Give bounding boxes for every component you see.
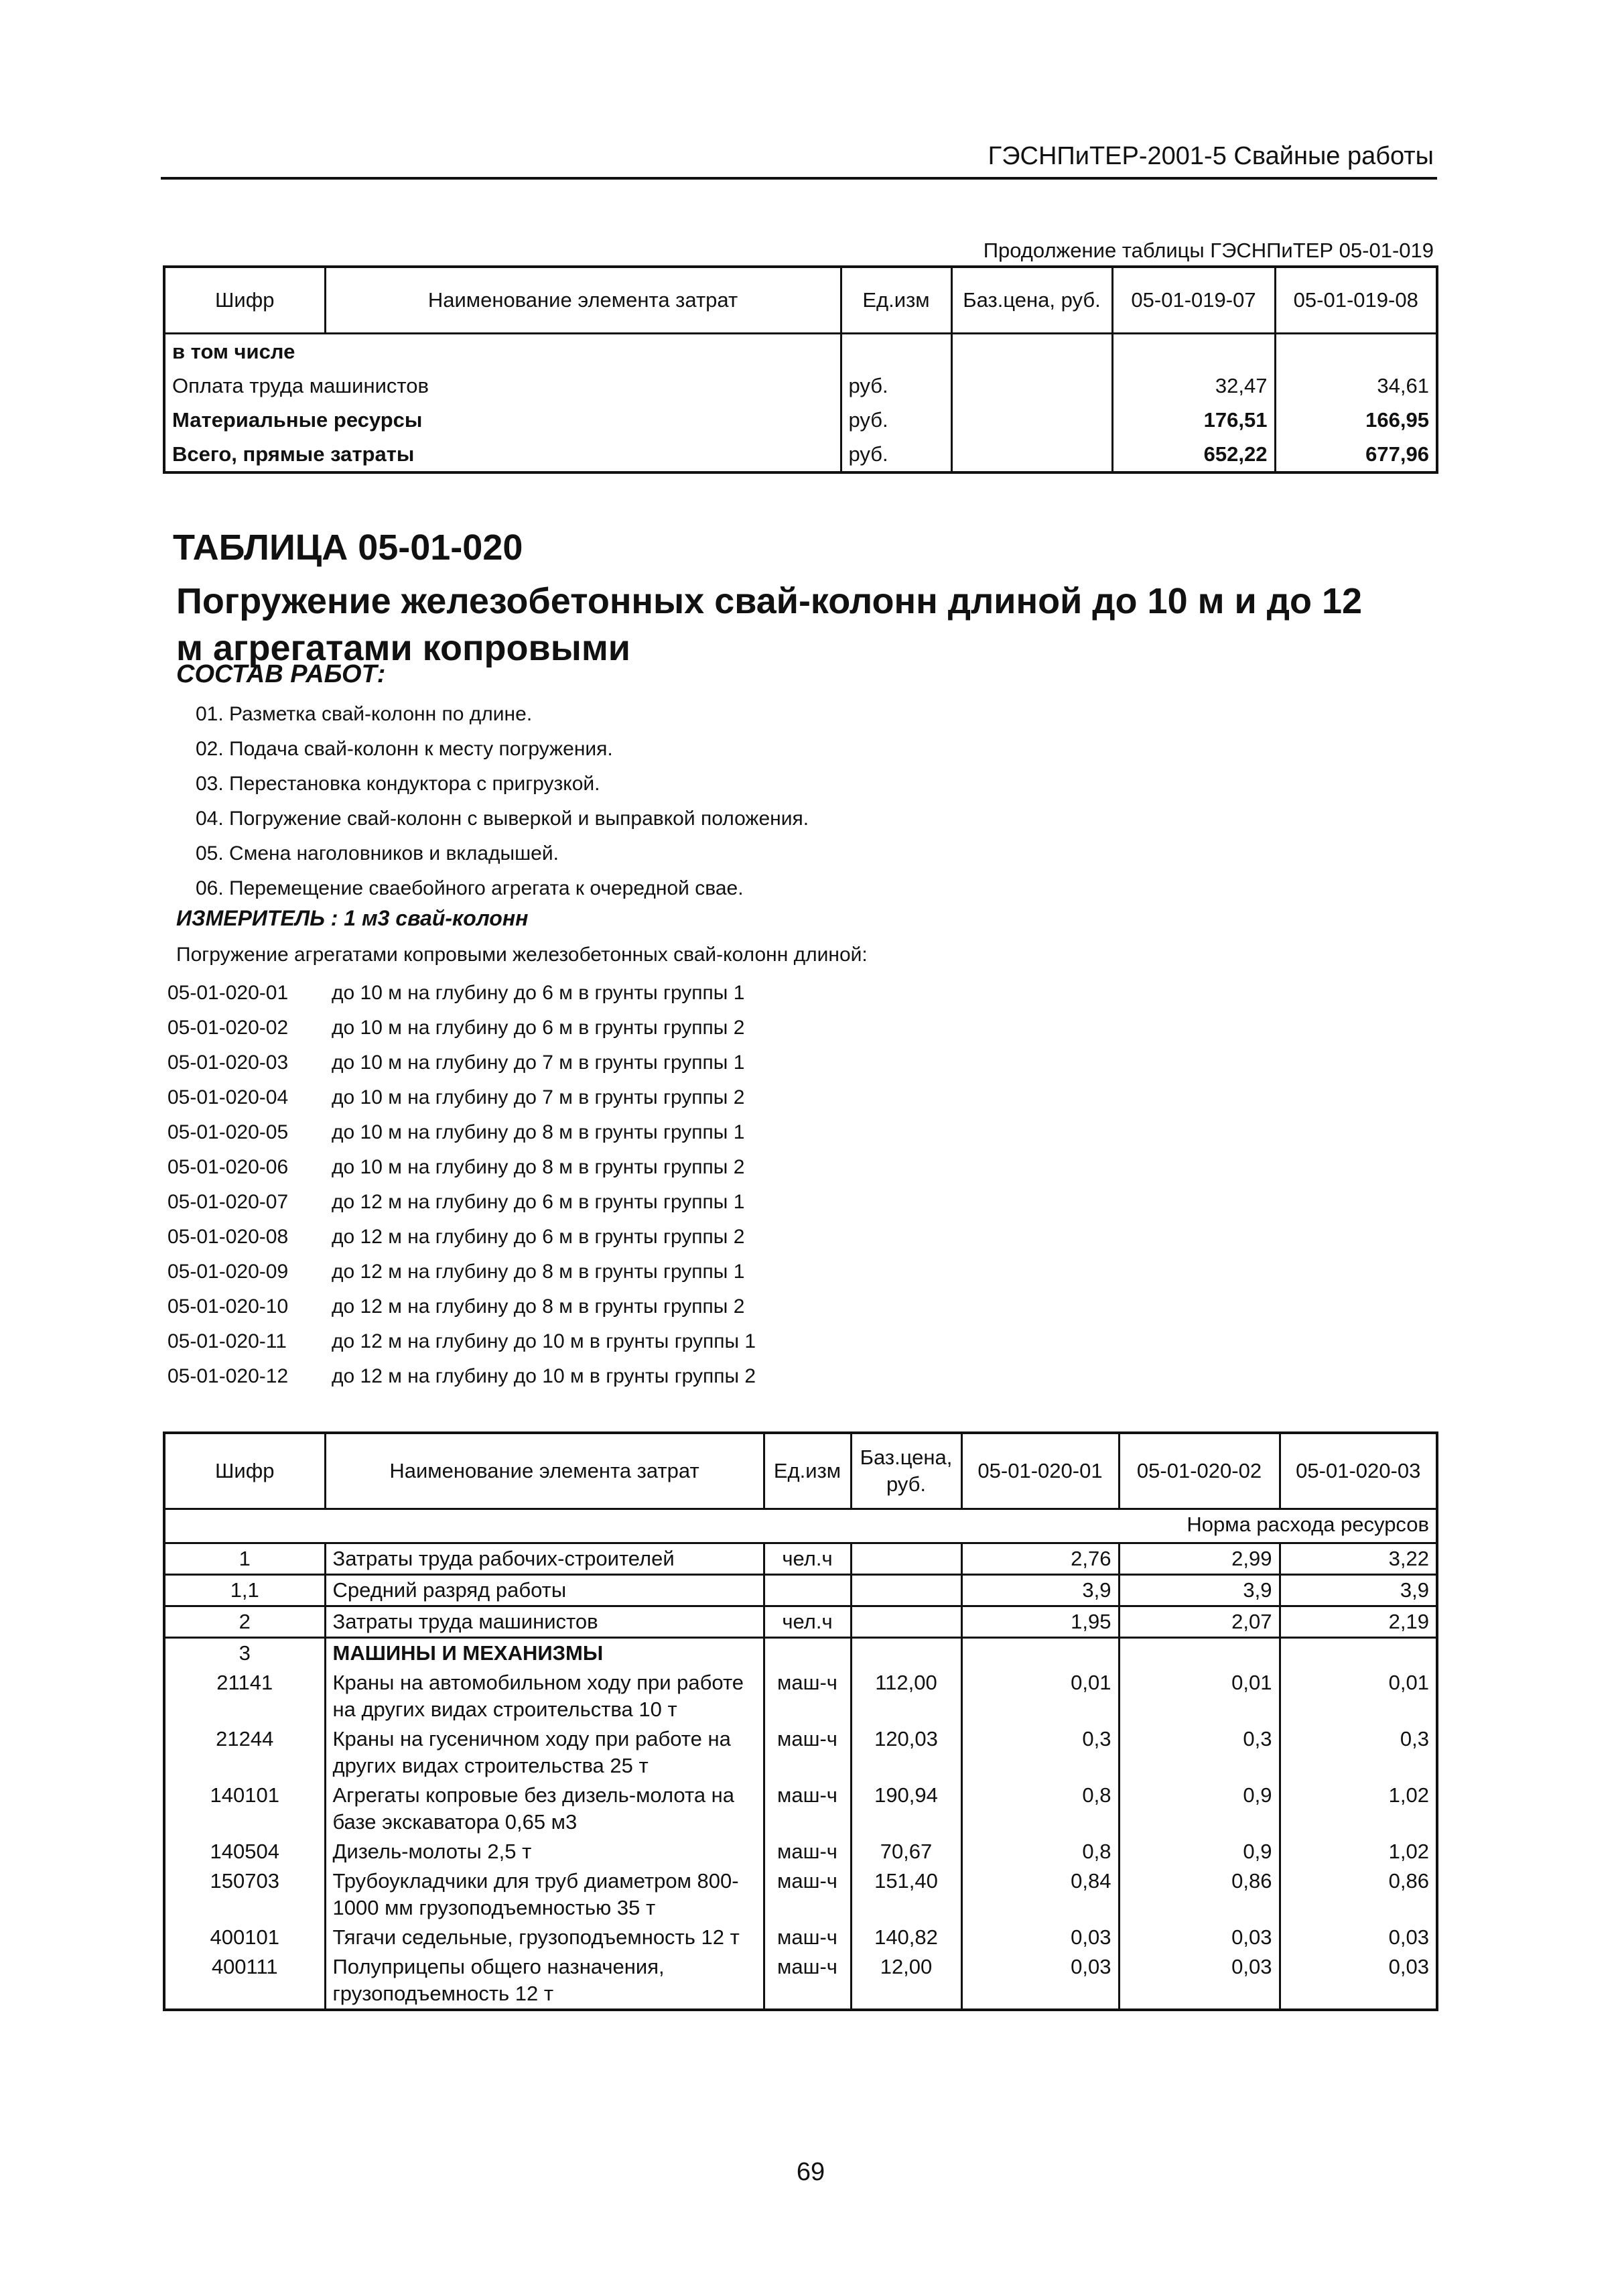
cell-unit: чел.ч [764, 1543, 851, 1575]
cell-unit: маш-ч [764, 1866, 851, 1923]
cell-price: 190,94 [851, 1781, 961, 1837]
cell-value: 3,9 [1119, 1575, 1280, 1606]
cell-unit: руб. [841, 403, 951, 437]
cell-value: 0,03 [961, 1952, 1119, 2010]
cell-value: 2,07 [1119, 1606, 1280, 1638]
table-row [164, 437, 1437, 472]
item-desc: до 12 м на глубину до 6 м в грунты группы 1 [332, 1191, 745, 1213]
cell-name: Краны на автомобильном ходу при работе на других видах строительства 10 т [325, 1668, 764, 1724]
work-step: 01. Разметка свай-колонн по длине. [196, 703, 533, 725]
cell-price [951, 437, 1112, 472]
cell-value: 2,76 [961, 1543, 1119, 1575]
cell-price [851, 1638, 961, 1669]
cell-value [1112, 334, 1275, 369]
item-code: 05-01-020-01 [167, 982, 289, 1004]
cell-name: Средний разряд работы [325, 1575, 764, 1606]
cell-value: 0,84 [961, 1866, 1119, 1923]
list-item [167, 1324, 756, 1359]
item-desc: до 12 м на глубину до 10 м в грунты группы 2 [332, 1365, 756, 1387]
cell-value [961, 1638, 1119, 1669]
cell-unit: маш-ч [764, 1952, 851, 2010]
cell-unit: маш-ч [764, 1668, 851, 1724]
cell-price: 70,67 [851, 1837, 961, 1866]
cell-value: 0,8 [961, 1837, 1119, 1866]
item-desc: до 10 м на глубину до 7 м в грунты группы 1 [332, 1051, 745, 1074]
cell-value: 1,02 [1280, 1837, 1437, 1866]
cell-unit [841, 334, 951, 369]
cell-unit: маш-ч [764, 1724, 851, 1781]
cell-price [851, 1606, 961, 1638]
column-header: Наименование элемента затрат [325, 267, 841, 334]
cell-unit: руб. [841, 369, 951, 403]
cell-value: 677,96 [1275, 437, 1437, 472]
cell-value: 0,86 [1280, 1866, 1437, 1923]
work-step: 05. Смена наголовников и вкладышей. [196, 842, 559, 865]
cell-value: 32,47 [1112, 369, 1275, 403]
list-item [167, 1115, 756, 1150]
continuation-note: Продолжение таблицы ГЭСНПиТЕР 05-01-019 [983, 239, 1434, 262]
item-desc: до 10 м на глубину до 6 м в грунты группы 2 [332, 1017, 745, 1039]
cell-value: 0,3 [1280, 1724, 1437, 1781]
list-item [167, 1045, 756, 1080]
cell-name: Трубоукладчики для труб диаметром 800-1000 мм грузоподъемностью 35 т [325, 1866, 764, 1923]
cell-value: 0,03 [1119, 1952, 1280, 2010]
cell-value: 3,9 [1280, 1575, 1437, 1606]
item-desc: до 12 м на глубину до 6 м в грунты группы 2 [332, 1226, 745, 1248]
composition-title: СОСТАВ РАБОТ: [176, 660, 386, 688]
item-desc: до 10 м на глубину до 6 м в грунты группы 1 [332, 982, 745, 1004]
cell-price [851, 1575, 961, 1606]
item-code: 05-01-020-03 [167, 1051, 289, 1074]
cell-value: 34,61 [1275, 369, 1437, 403]
item-code: 05-01-020-09 [167, 1261, 289, 1283]
table-heading: Погружение железобетонных свай-колонн длиной до 10 м и до 12 м агрегатами копровыми [176, 581, 1363, 668]
table-header-row [164, 1433, 1437, 1509]
work-step: 02. Подача свай-колонн к месту погружения. [196, 738, 613, 760]
item-code: 05-01-020-07 [167, 1191, 289, 1213]
cell-value: 1,95 [961, 1606, 1119, 1638]
item-desc: до 12 м на глубину до 8 м в грунты группы 1 [332, 1261, 745, 1283]
table-row [164, 369, 1437, 403]
cell-unit: чел.ч [764, 1606, 851, 1638]
table-row [164, 1837, 1437, 1866]
column-header: Баз.цена, руб. [951, 267, 1112, 334]
cell-code: 2 [164, 1606, 325, 1638]
cell-value: 0,9 [1119, 1837, 1280, 1866]
cell-code: 1 [164, 1543, 325, 1575]
cell-price: 120,03 [851, 1724, 961, 1781]
cell-code: 150703 [210, 1869, 279, 1893]
cell-value: 0,3 [961, 1724, 1119, 1781]
cell-name: Оплата труда машинистов [172, 373, 429, 397]
list-item [167, 1255, 756, 1289]
running-header: ГЭСНПиТЕР-2001-5 Свайные работы [988, 142, 1434, 170]
cell-value: 0,03 [1119, 1923, 1280, 1952]
cell-price: 151,40 [851, 1866, 961, 1923]
table-row [164, 1781, 1437, 1837]
cell-value: 176,51 [1112, 403, 1275, 437]
resource-norms-table [163, 1431, 1438, 2011]
cell-code: 21244 [216, 1727, 274, 1750]
list-item [167, 1359, 756, 1394]
cell-name: в том числе [164, 334, 841, 369]
page-number: 69 [796, 2158, 825, 2186]
cell-price: 140,82 [851, 1923, 961, 1952]
cell-value: 0,9 [1119, 1781, 1280, 1837]
table-row [164, 1575, 1437, 1606]
list-item [167, 1185, 756, 1220]
work-step: 04. Погружение свай-колонн с выверкой и выправкой положения. [196, 808, 809, 830]
column-header: Шифр [164, 267, 325, 334]
cell-value: 0,03 [1280, 1952, 1437, 2010]
item-code: 05-01-020-11 [167, 1330, 287, 1352]
cell-unit [764, 1575, 851, 1606]
list-item [167, 1220, 756, 1255]
cell-name: Тягачи седельные, грузоподъемность 12 т [325, 1923, 764, 1952]
table-row [164, 1923, 1437, 1952]
cell-price [851, 1543, 961, 1575]
list-item [167, 1011, 756, 1045]
cell-value: 3,22 [1280, 1543, 1437, 1575]
cell-code: 140101 [210, 1783, 279, 1807]
list-item [167, 1150, 756, 1185]
list-item [167, 976, 756, 1011]
cell-value: 1,02 [1280, 1781, 1437, 1837]
item-desc: до 10 м на глубину до 7 м в грунты группы 2 [332, 1086, 745, 1108]
item-desc: до 10 м на глубину до 8 м в грунты группы 1 [332, 1121, 745, 1143]
cell-code: 400111 [211, 1955, 278, 1978]
cell-value: 0,03 [1280, 1923, 1437, 1952]
item-code: 05-01-020-06 [167, 1156, 289, 1178]
cell-price [951, 334, 1112, 369]
header-rule [161, 177, 1437, 180]
cell-value: 652,22 [1112, 437, 1275, 472]
cell-value: 0,01 [1280, 1668, 1437, 1724]
table-row [164, 1668, 1437, 1724]
item-code: 05-01-020-12 [167, 1365, 289, 1387]
cell-name: Материальные ресурсы [172, 407, 423, 432]
cell-price: 112,00 [851, 1668, 961, 1724]
table-title: ТАБЛИЦА 05-01-020 [173, 527, 523, 568]
cell-price [951, 403, 1112, 437]
cell-value [1275, 334, 1437, 369]
list-item [167, 1080, 756, 1115]
column-header: Ед.изм [764, 1433, 851, 1509]
norm-label: Норма расхода ресурсов [164, 1509, 1437, 1543]
table-row [164, 1638, 1437, 1669]
table-row [164, 403, 1437, 437]
cell-value: 0,03 [961, 1923, 1119, 1952]
cell-code: 1,1 [164, 1575, 325, 1606]
work-step: 06. Перемещение сваебойного агрегата к очередной свае. [196, 877, 744, 899]
table-row [164, 1606, 1437, 1638]
work-step: 03. Перестановка кондуктора с пригрузкой. [196, 773, 600, 795]
column-header: Баз.цена, руб. [851, 1433, 961, 1509]
measure-unit: ИЗМЕРИТЕЛЬ : 1 м3 свай-колонн [176, 906, 529, 930]
cell-price: 12,00 [851, 1952, 961, 2010]
cell-value: 0,3 [1119, 1724, 1280, 1781]
table-row [164, 1866, 1437, 1923]
item-code: 05-01-020-10 [167, 1295, 289, 1318]
continuation-table [163, 265, 1438, 474]
cell-name: Затраты труда машинистов [325, 1606, 764, 1638]
work-steps-list [196, 697, 809, 906]
cell-code: 3 [164, 1638, 325, 1669]
column-header: 05-01-020-03 [1280, 1433, 1437, 1509]
norm-label-row [164, 1509, 1437, 1543]
table-header-row [164, 267, 1437, 334]
table-row [164, 1724, 1437, 1781]
cell-value: 166,95 [1275, 403, 1437, 437]
item-code: 05-01-020-05 [167, 1121, 289, 1143]
column-header: Наименование элемента затрат [325, 1433, 764, 1509]
table-row [164, 1543, 1437, 1575]
section-title: МАШИНЫ И МЕХАНИЗМЫ [325, 1638, 764, 1669]
table-row [164, 334, 1437, 369]
cell-unit [764, 1638, 851, 1669]
column-header: 05-01-019-07 [1112, 267, 1275, 334]
column-header: Шифр [164, 1433, 325, 1509]
cell-unit: руб. [841, 437, 951, 472]
cell-value: 0,01 [961, 1668, 1119, 1724]
cell-name: Затраты труда рабочих-строителей [325, 1543, 764, 1575]
cell-value [1119, 1638, 1280, 1669]
item-code: 05-01-020-02 [167, 1017, 289, 1039]
cell-unit: маш-ч [764, 1837, 851, 1866]
cell-name: Агрегаты копровые без дизель-молота на базе экскаватора 0,65 м3 [325, 1781, 764, 1837]
cell-name: Дизель-молоты 2,5 т [325, 1837, 764, 1866]
cell-code: 400101 [210, 1925, 279, 1949]
table-row [164, 1952, 1437, 2010]
column-header: 05-01-020-01 [961, 1433, 1119, 1509]
item-desc: до 12 м на глубину до 10 м в грунты группы 1 [332, 1330, 756, 1352]
cell-price [951, 369, 1112, 403]
cell-name: Полуприцепы общего назначения, грузоподъемность 12 т [325, 1952, 764, 2010]
cell-name: Всего, прямые затраты [172, 442, 415, 466]
item-desc: до 10 м на глубину до 8 м в грунты группы 2 [332, 1156, 745, 1178]
list-item [167, 1289, 756, 1324]
cell-value: 2,19 [1280, 1606, 1437, 1638]
cell-value: 3,9 [961, 1575, 1119, 1606]
cell-name: Краны на гусеничном ходу при работе на других видах строительства 25 т [325, 1724, 764, 1781]
cell-value: 0,01 [1119, 1668, 1280, 1724]
cell-value [1280, 1638, 1437, 1669]
cell-value: 0,8 [961, 1781, 1119, 1837]
item-code: 05-01-020-04 [167, 1086, 289, 1108]
cell-value: 0,86 [1119, 1866, 1280, 1923]
column-header: Ед.изм [841, 267, 951, 334]
cell-value: 2,99 [1119, 1543, 1280, 1575]
cell-code: 140504 [210, 1840, 279, 1863]
cell-code: 21141 [216, 1671, 273, 1694]
cell-unit: маш-ч [764, 1923, 851, 1952]
item-desc: до 12 м на глубину до 8 м в грунты группы 2 [332, 1295, 745, 1318]
column-header: 05-01-019-08 [1275, 267, 1437, 334]
column-header: 05-01-020-02 [1119, 1433, 1280, 1509]
items-intro: Погружение агрегатами копровыми железобетонных свай-колонн длиной: [176, 944, 868, 966]
items-list [167, 976, 756, 1394]
item-code: 05-01-020-08 [167, 1226, 289, 1248]
cell-unit: маш-ч [764, 1781, 851, 1837]
